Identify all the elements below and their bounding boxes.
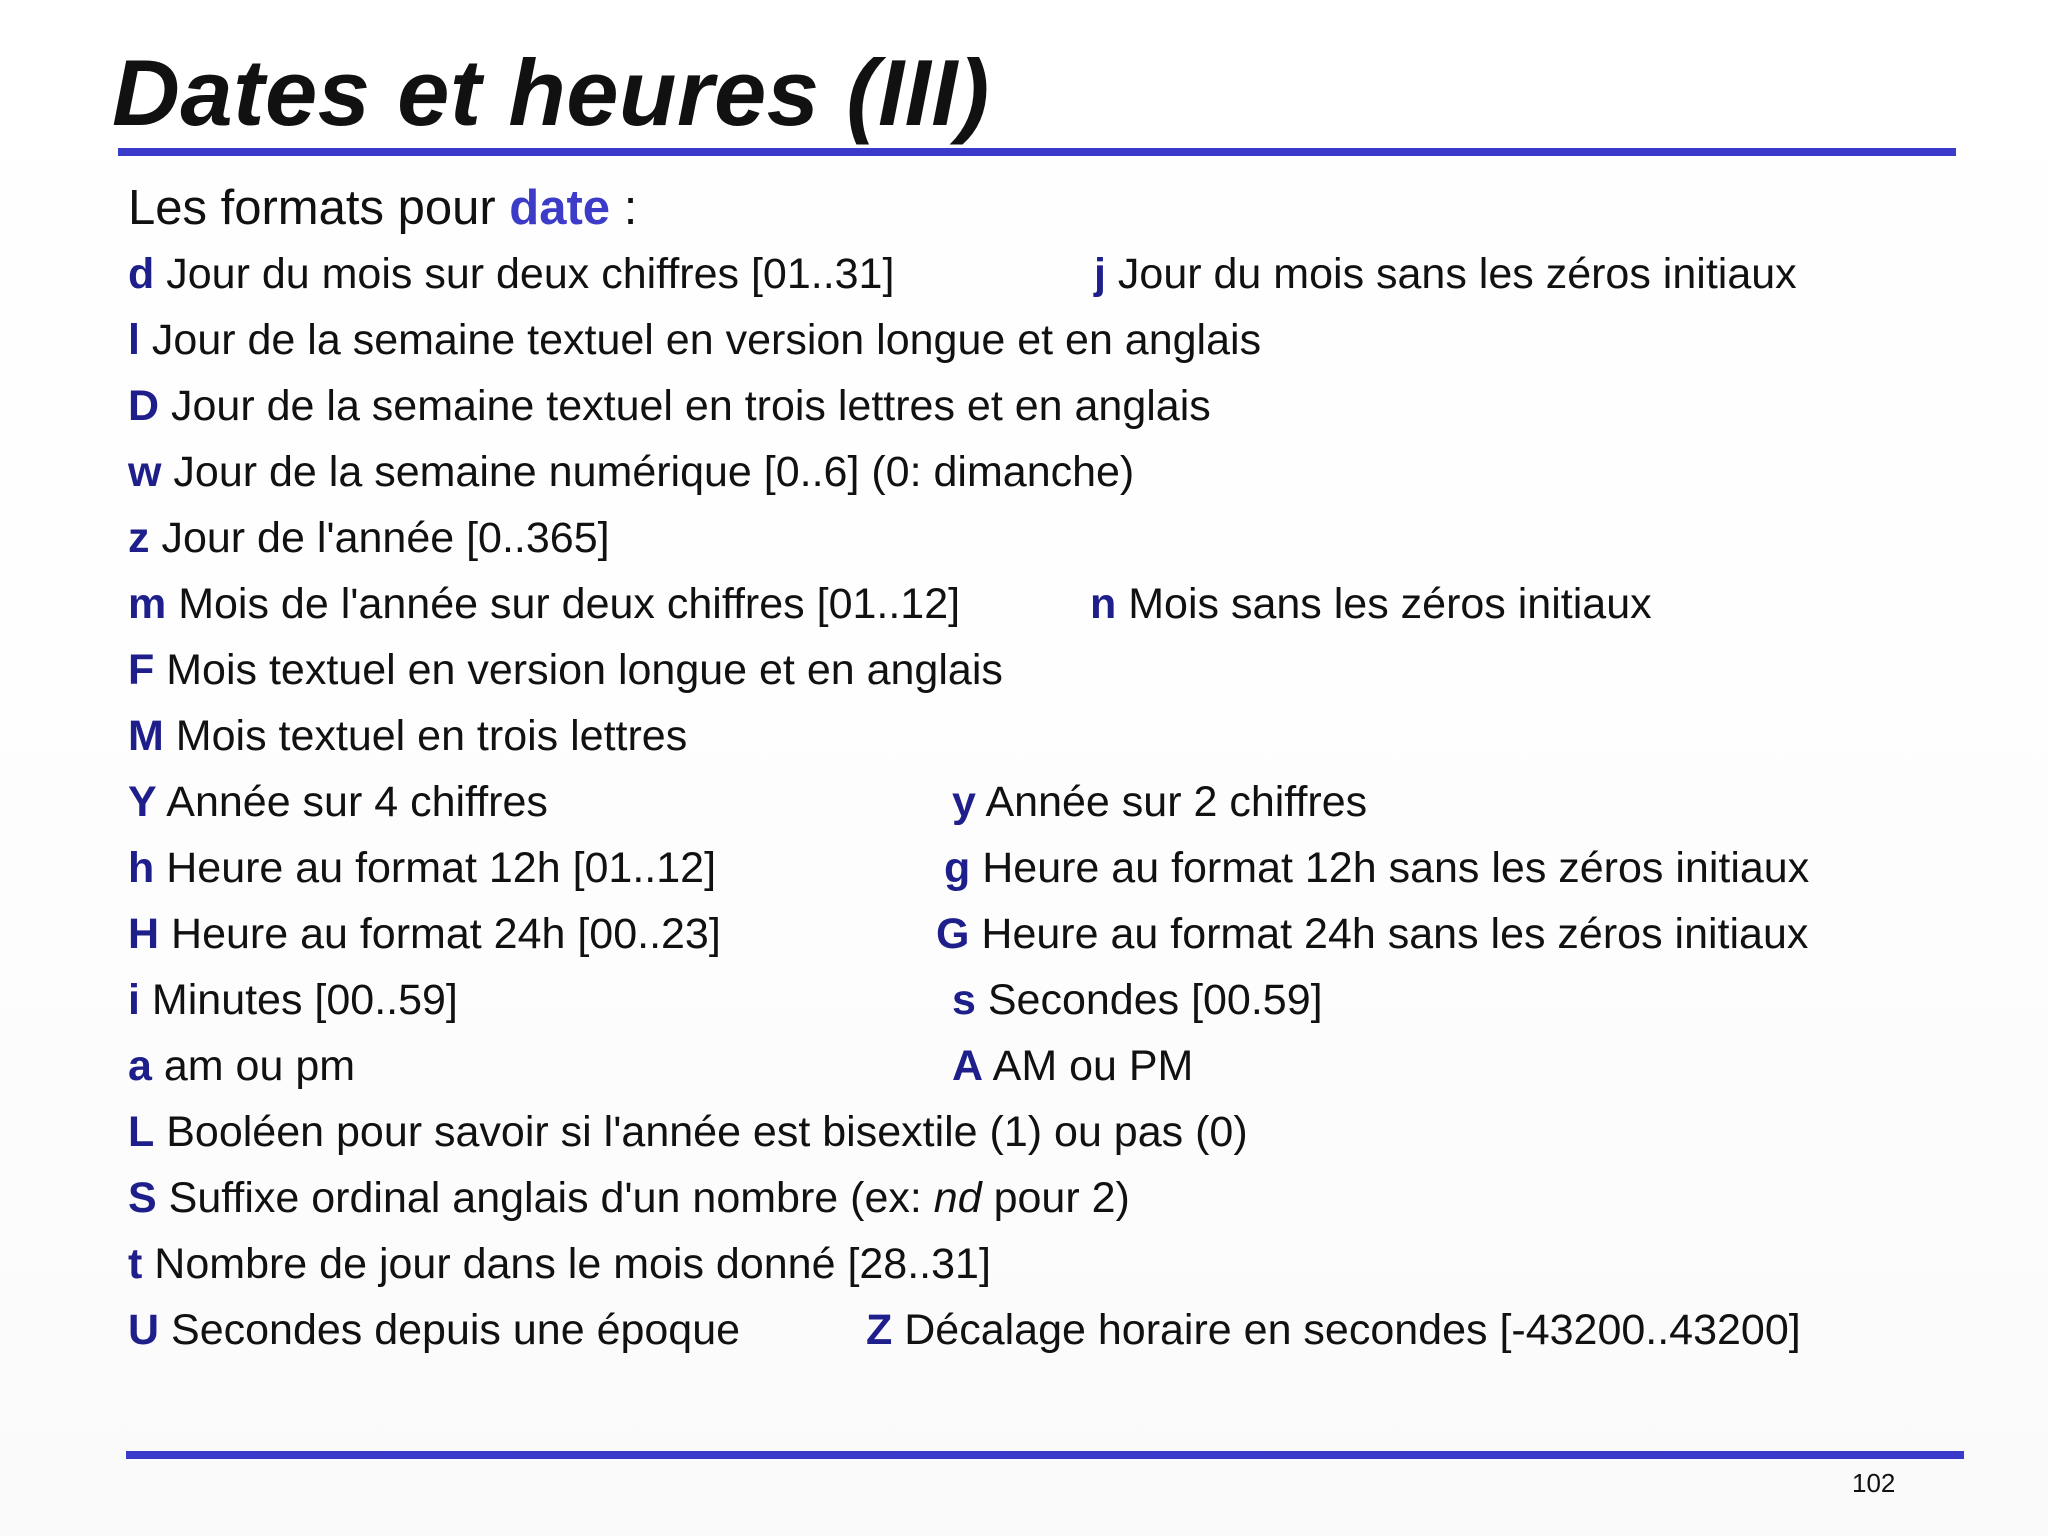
format-code: D bbox=[128, 382, 160, 430]
format-description: Jour de la semaine textuel en version longue et en anglais bbox=[151, 316, 1262, 364]
format-code: j bbox=[1094, 250, 1106, 298]
format-code: d bbox=[128, 250, 155, 298]
format-code: n bbox=[1090, 580, 1117, 628]
format-code: i bbox=[128, 976, 140, 1024]
format-line bbox=[128, 644, 1003, 696]
format-code: h bbox=[128, 844, 155, 892]
page-number: 102 bbox=[1852, 1468, 1896, 1498]
format-description: Heure au format 12h [01..12] bbox=[166, 844, 717, 892]
format-line bbox=[128, 248, 894, 300]
slide-title: Dates et heures (III) bbox=[112, 40, 990, 145]
format-description: Suffixe ordinal anglais d'un nombre (ex: bbox=[168, 1174, 922, 1222]
intro-line bbox=[128, 178, 637, 238]
format-description: am ou pm bbox=[163, 1042, 356, 1090]
format-line bbox=[128, 710, 687, 762]
format-line bbox=[128, 578, 960, 630]
format-description: Jour de la semaine textuel en trois lettres et en anglais bbox=[171, 382, 1211, 430]
format-line bbox=[128, 1304, 740, 1356]
format-description: Nombre de jour dans le mois donné [28..31] bbox=[154, 1240, 991, 1288]
format-line bbox=[128, 446, 1134, 498]
format-code: w bbox=[128, 448, 162, 496]
format-description: Année sur 2 chiffres bbox=[985, 778, 1368, 826]
format-code: g bbox=[944, 844, 971, 892]
format-line bbox=[128, 1106, 1248, 1158]
format-line bbox=[128, 842, 716, 894]
format-description-end: pour 2) bbox=[993, 1174, 1130, 1222]
format-code: U bbox=[128, 1306, 160, 1354]
format-code: S bbox=[128, 1174, 157, 1222]
format-example-italic: nd bbox=[933, 1174, 982, 1222]
format-line bbox=[952, 974, 1323, 1026]
format-line bbox=[128, 776, 548, 828]
format-line bbox=[952, 776, 1367, 828]
format-description: Jour du mois sans les zéros initiaux bbox=[1117, 250, 1797, 298]
format-line bbox=[1094, 248, 1797, 300]
format-description: Jour de la semaine numérique [0..6] (0: dimanche) bbox=[173, 448, 1135, 496]
format-code: m bbox=[128, 580, 167, 628]
format-code: s bbox=[952, 976, 976, 1024]
format-code: G bbox=[936, 910, 970, 958]
format-code: a bbox=[128, 1042, 152, 1090]
format-line bbox=[866, 1304, 1801, 1356]
footer-rule bbox=[126, 1451, 1964, 1459]
format-code: t bbox=[128, 1240, 143, 1288]
format-description: Année sur 4 chiffres bbox=[166, 778, 548, 826]
format-description: Jour du mois sur deux chiffres [01..31] bbox=[166, 250, 895, 298]
format-code: Y bbox=[128, 778, 157, 826]
format-line bbox=[128, 512, 610, 564]
format-code: y bbox=[952, 778, 976, 826]
format-line bbox=[952, 1040, 1193, 1092]
format-description: Décalage horaire en secondes [-43200..43200] bbox=[904, 1306, 1801, 1354]
format-code: L bbox=[128, 1108, 155, 1156]
format-line bbox=[128, 908, 721, 960]
format-description: Minutes [00..59] bbox=[151, 976, 458, 1024]
format-line bbox=[936, 908, 1808, 960]
format-line bbox=[128, 380, 1211, 432]
format-description: Mois sans les zéros initiaux bbox=[1128, 580, 1652, 628]
format-description: Heure au format 24h [00..23] bbox=[171, 910, 721, 958]
format-line bbox=[944, 842, 1809, 894]
format-line bbox=[128, 974, 458, 1026]
format-description: Jour de l'année [0..365] bbox=[161, 514, 610, 562]
format-line bbox=[128, 1172, 1130, 1224]
intro-keyword: date bbox=[509, 181, 611, 235]
format-line bbox=[128, 314, 1261, 366]
format-description: Mois de l'année sur deux chiffres [01..12] bbox=[178, 580, 961, 628]
format-line bbox=[128, 1040, 355, 1092]
format-code: A bbox=[952, 1042, 984, 1090]
format-code: H bbox=[128, 910, 160, 958]
format-code: F bbox=[128, 646, 155, 694]
format-description: Heure au format 24h sans les zéros initiaux bbox=[981, 910, 1809, 958]
format-code: z bbox=[128, 514, 150, 562]
format-code: l bbox=[128, 316, 140, 364]
title-underline-rule bbox=[118, 148, 1956, 156]
intro-prefix: Les formats pour bbox=[128, 181, 496, 235]
format-description: Mois textuel en version longue et en anglais bbox=[166, 646, 1003, 694]
format-line bbox=[128, 1238, 991, 1290]
format-code: M bbox=[128, 712, 164, 760]
format-description: Secondes depuis une époque bbox=[171, 1306, 741, 1354]
format-description: Booléen pour savoir si l'année est bisextile (1) ou pas (0) bbox=[166, 1108, 1248, 1156]
format-description: Heure au format 12h sans les zéros initiaux bbox=[982, 844, 1810, 892]
format-description: Mois textuel en trois lettres bbox=[175, 712, 688, 760]
intro-suffix: : bbox=[623, 181, 638, 235]
format-line bbox=[1090, 578, 1652, 630]
format-description: Secondes [00.59] bbox=[987, 976, 1323, 1024]
format-code: Z bbox=[866, 1306, 893, 1354]
format-description: AM ou PM bbox=[992, 1042, 1194, 1090]
